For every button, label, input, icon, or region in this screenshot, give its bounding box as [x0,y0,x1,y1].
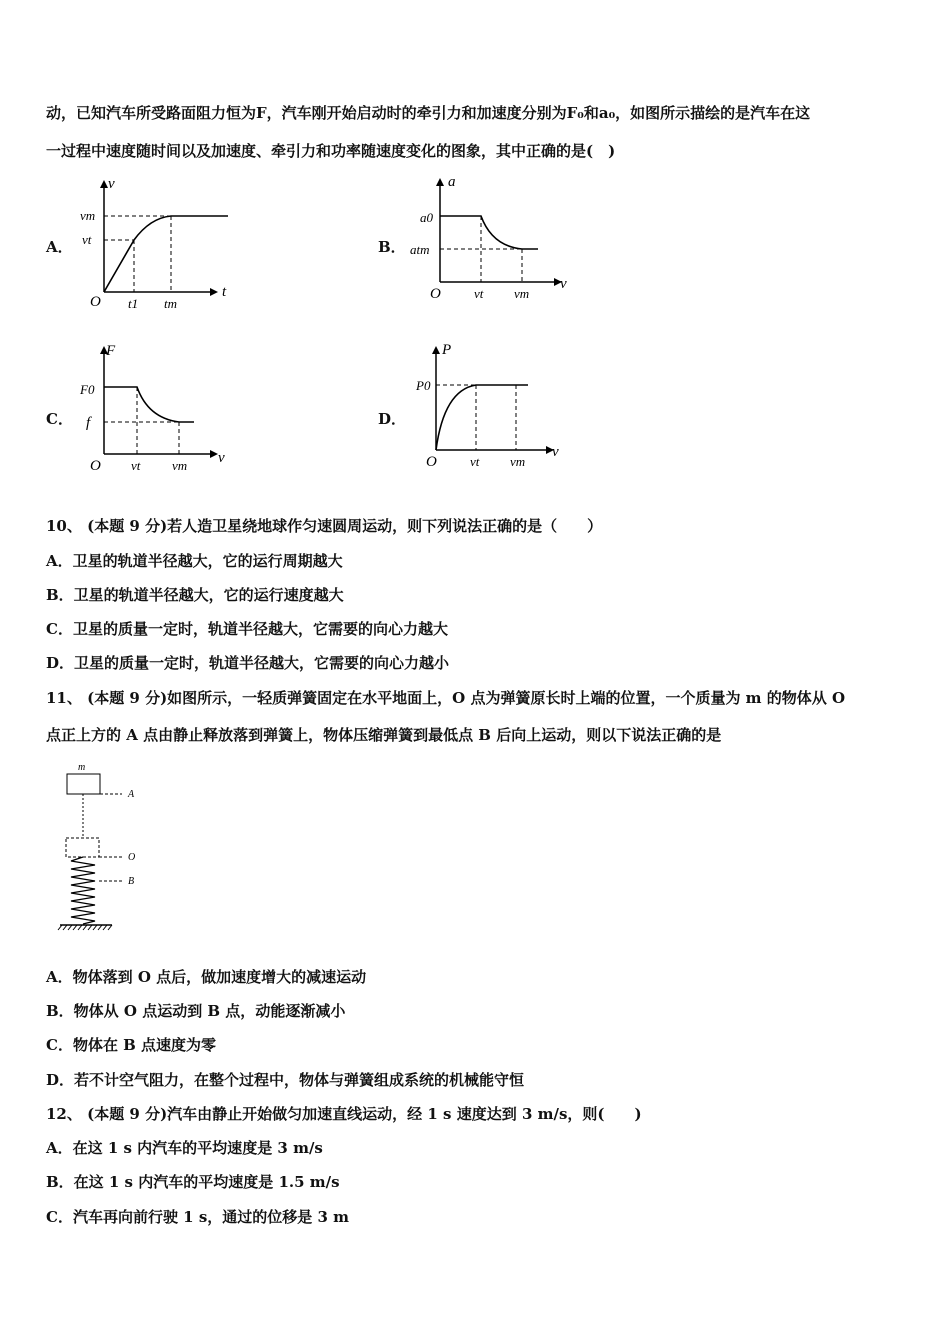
q10-option-a: A．卫星的轨道半径越大，它的运行周期越大 [46,552,343,570]
graph-b-x-label: v [560,276,567,292]
graph-d-curve [436,385,528,450]
spring-figure-mass-block [67,774,100,794]
graph-d-vt-label: vt [470,454,480,469]
q11-stem-line-2: 点正上方的 A 点由静止释放落到弹簧上，物体压缩弹簧到最低点 B 后向上运动，则以下说法正确的是 [46,726,722,744]
graph-c-f-label: f [86,415,91,431]
q12-stem: 12、 (本题 9 分)汽车由静止开始做匀加速直线运动，经 1 s 速度达到 3 m/s，则( ) [46,1105,642,1123]
graph-b [410,170,570,315]
intro-line-1: 动，已知汽车所受路面阻力恒为F，汽车刚开始启动时的牵引力和加速度分别为F₀和a₀，如图所示描绘的是汽车在这 [46,104,811,122]
spring-figure-b-label: B [128,876,135,887]
graph-b-label: B． [378,238,406,256]
spring-figure-spring [71,857,95,924]
q12-option-b: B．在这 1 s 内汽车的平均速度是 1.5 m/s [46,1173,340,1191]
spring-figure-mass-label: m [78,762,86,773]
spring-figure-a-label: A [128,789,135,800]
graph-c-x-arrow [210,450,218,458]
graph-a-x-label: t [222,284,227,300]
graph-c-origin: O [90,458,101,474]
graph-b-atm-label: atm [410,242,430,257]
q12-option-a: A．在这 1 s 内汽车的平均速度是 3 m/s [46,1139,323,1157]
graph-d-label: D． [378,410,407,428]
graph-c [76,338,236,483]
graph-a-origin: O [90,294,101,310]
graph-a-vm-label: vm [80,208,96,223]
graph-a-tm-label: tm [164,296,177,311]
graph-d-y-arrow [432,346,440,354]
q11-option-d: D．若不计空气阻力，在整个过程中，物体与弹簧组成系统的机械能守恒 [46,1071,525,1089]
graph-d [410,338,570,483]
graph-d-x-label: v [552,444,559,460]
q11-stem-line-1: 11、 (本题 9 分)如图所示，一轻质弹簧固定在水平地面上，O 点为弹簧原长时上端的位置，一个质量为 m 的物体从 O [46,689,846,707]
graph-d-p0-label: P0 [416,378,431,393]
q11-option-a: A．物体落到 O 点后，做加速度增大的减速运动 [46,968,367,986]
graph-a-label: A． [46,238,73,256]
graph-a-y-arrow [100,180,108,188]
q10-option-b: B．卫星的轨道半径越大，它的运行速度越大 [46,586,344,604]
q10-option-d: D．卫星的质量一定时，轨道半径越大，它需要的向心力越小 [46,654,450,672]
graph-b-vm-label: vm [514,286,530,301]
q11-option-b: B．物体从 O 点运动到 B 点，动能逐渐减小 [46,1002,346,1020]
graph-b-y-arrow [436,178,444,186]
q11-option-c: C．物体在 B 点速度为零 [46,1036,217,1054]
graph-a-x-arrow [210,288,218,296]
graph-c-vt-label: vt [131,458,141,473]
graph-c-label: C． [46,410,73,428]
spring-figure-o-label: O [128,852,136,863]
q12-option-c: C．汽车再向前行驶 1 s，通过的位移是 3 m [46,1208,350,1226]
intro-line-2: 一过程中速度随时间以及加速度、牵引力和功率随速度变化的图象，其中正确的是( ) [46,142,616,160]
graph-a-curve [104,216,228,292]
graph-c-x-label: v [218,450,225,466]
q10-option-c: C．卫星的质量一定时，轨道半径越大，它需要的向心力越大 [46,620,448,638]
q10-stem: 10、 (本题 9 分)若人造卫星绕地球作匀速圆周运动，则下列说法正确的是（ ） [46,517,603,535]
graph-b-origin: O [430,286,441,302]
graph-b-vt-label: vt [474,286,484,301]
graph-a-t1-label: t1 [128,296,139,311]
graph-d-origin: O [426,454,437,470]
graph-c-curve [104,387,194,422]
graph-b-curve [440,216,538,249]
graph-b-a0-label: a0 [420,210,433,225]
graph-d-vm-label: vm [510,454,526,469]
graph-b-y-label: a [448,174,456,190]
graph-a-vt-label: vt [82,232,92,247]
graph-a-y-label: v [108,176,115,192]
graph-c-f0-label: F0 [80,382,95,397]
graph-c-y-label: F [106,343,116,359]
graph-c-vm-label: vm [172,458,188,473]
spring-figure-dashed-block [66,838,99,857]
spring-figure [56,760,156,935]
graph-d-y-label: P [442,342,452,358]
graph-a [76,170,236,315]
